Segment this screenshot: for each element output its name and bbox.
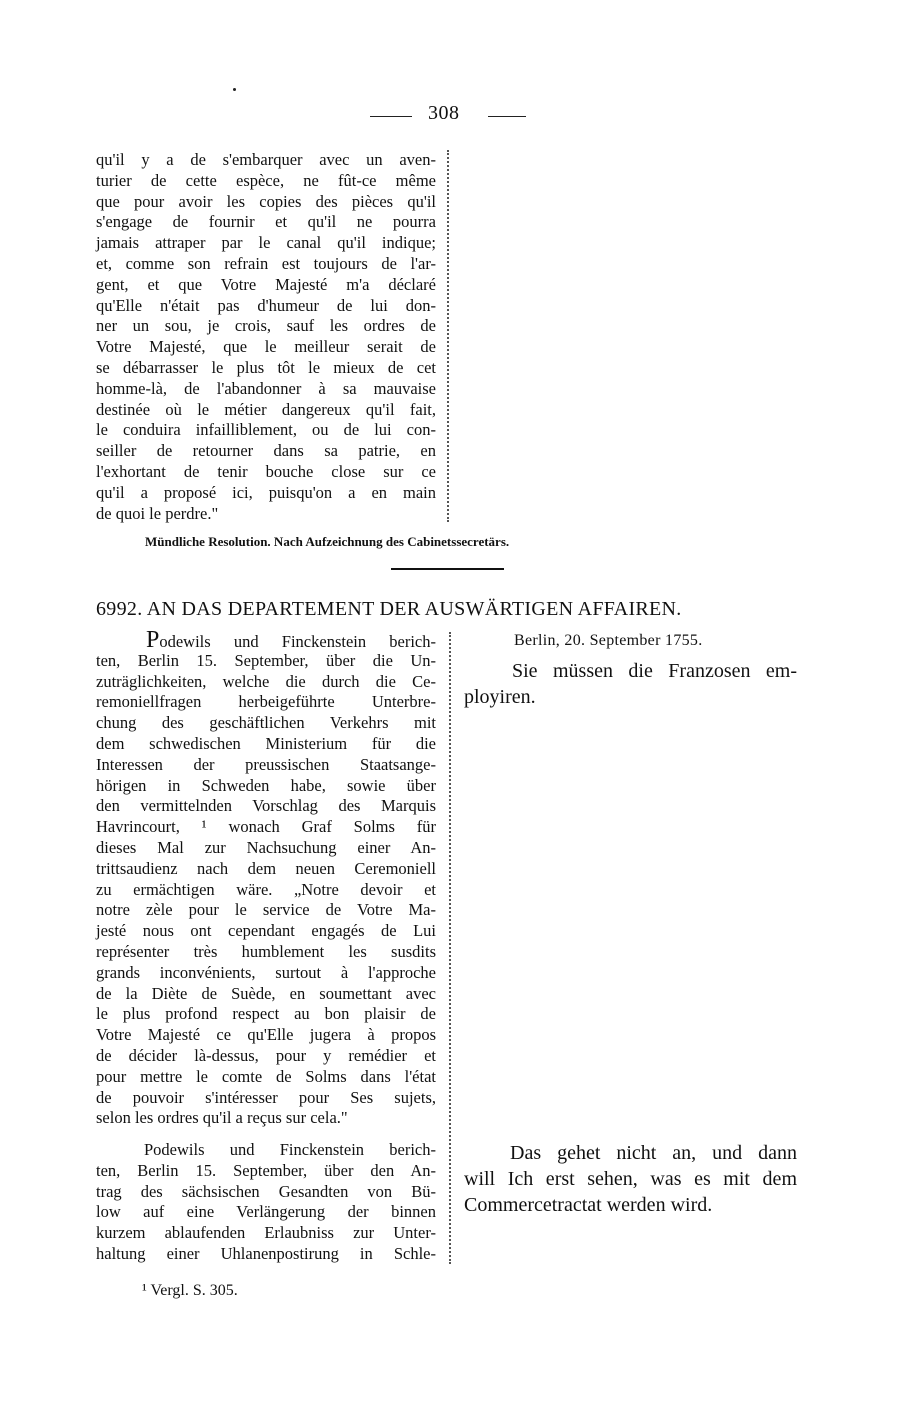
text-line: homme-là, de l'abandonner à sa mauvaise: [96, 378, 436, 398]
text-line: Havrincourt, ¹ wonach Graf Solms für: [96, 817, 436, 837]
text-line: low auf eine Verlängerung der binnen: [96, 1202, 436, 1222]
text-line: haltung einer Uhlanenpostirung in Schle-: [96, 1243, 436, 1263]
footnote: ¹ Vergl. S. 305.: [142, 1282, 238, 1299]
continuation-paragraph: [96, 150, 436, 524]
text-line: Podewils und Finckenstein berich-: [144, 1140, 436, 1159]
text-line: de décider là-dessus, pour y remédier et: [96, 1045, 436, 1065]
drop-cap: P: [146, 627, 160, 653]
text-line: seiller de retourner dans sa patrie, en: [96, 441, 436, 461]
page-number: 308: [428, 102, 460, 124]
section-heading: 6992. AN DAS DEPARTEMENT DER AUSWÄRTIGEN AFFAIREN.: [96, 598, 682, 620]
resolution-note: Mündliche Resolution. Nach Aufzeichnung des Cabinetssecretärs.: [145, 534, 510, 549]
text-line: ten, Berlin 15. September, über die Un-: [96, 650, 436, 670]
text-line: selon les ordres qu'il a reçus sur cela.": [96, 1108, 348, 1128]
text-line: Votre Majesté, que le meilleur serait de: [96, 337, 436, 357]
text-line: turier de cette espèce, ne fût-ce même: [96, 170, 436, 190]
text-line: le plus profond respect au bon plaisir de: [96, 1004, 436, 1024]
reply-1: [464, 658, 797, 710]
text-line: le conduira infailliblement, ou de lui con-: [96, 420, 436, 440]
text-line: ten, Berlin 15. September, über den An-: [96, 1160, 436, 1180]
text-line: notre zèle pour le service de Votre Ma-: [96, 900, 436, 920]
text-line: que pour avoir les copies des pièces qu'il: [96, 191, 436, 211]
text-line: qu'il a proposé ici, puisqu'on a en main: [96, 482, 436, 502]
reply-line: Commercetractat werden wird.: [464, 1194, 713, 1216]
text-line: den vermittelnden Vorschlag des Marquis: [96, 796, 436, 816]
text-line: ner un sou, je crois, sauf les ordres de: [96, 316, 436, 336]
text-line: représenter très humblement les susdits: [96, 941, 436, 961]
text-line: se débarrasser le plus tôt le mieux de cet: [96, 357, 436, 377]
first-line-text: odewils und Finckenstein berich-: [159, 632, 436, 651]
text-line: remoniellfragen herbeigeführte Unterbre-: [96, 692, 436, 712]
text-line: trittsaudienz nach dem neuen Ceremoniell: [96, 858, 436, 878]
text-line: zuträglichkeiten, welche die durch die Ce-: [96, 671, 436, 691]
text-line: zu ermächtigen wäre. „Notre devoir et: [96, 879, 436, 899]
header-dash-right: [488, 116, 526, 117]
text-line: de quoi le perdre.": [96, 503, 219, 523]
text-line: et, comme son refrain est toujours de l'ar-: [96, 253, 436, 273]
text-line: de pouvoir s'intéresser pour Ses sujets,: [96, 1087, 436, 1107]
text-line: kurzem ablaufenden Erlaubniss zur Unter-: [96, 1223, 436, 1243]
text-line: chung des geschäftlichen Verkehrs mit: [96, 713, 436, 733]
text-line: Interessen der preussischen Staatsange-: [96, 754, 436, 774]
report-paragraph-2: [96, 1140, 436, 1265]
text-line: s'engage de fournir et qu'il ne pourra: [96, 212, 436, 232]
reply-line: will Ich erst sehen, was es mit dem: [464, 1168, 797, 1190]
text-line: jesté nous ont cependant engagés de Lui: [96, 921, 436, 941]
text-line: hörigen in Schweden habe, sowie über: [96, 775, 436, 795]
text-line: dieses Mal zur Nachsuchung einer An-: [96, 837, 436, 857]
text-line: [96, 627, 436, 653]
text-line: destinée où le métier dangereux qu'il fait,: [96, 399, 436, 419]
reply-line: Das gehet nicht an, und dann: [510, 1142, 797, 1164]
reply-2: [464, 1140, 797, 1218]
reply-line: ployiren.: [464, 686, 536, 708]
reply-line: Sie müssen die Franzosen em-: [512, 660, 797, 682]
text-line: qu'Elle n'était pas d'humeur de lui don-: [96, 295, 436, 315]
text-line: de la Diète de Suède, en soumettant avec: [96, 983, 436, 1003]
header-dash-left: [370, 116, 412, 117]
text-line: trag des sächsischen Gesandten von Bü-: [96, 1181, 436, 1201]
text-line: qu'il y a de s'embarquer avec un aven-: [96, 150, 436, 169]
date-line: Berlin, 20. September 1755.: [514, 632, 703, 649]
ink-speck: [233, 88, 236, 91]
text-line: gent, et que Votre Majesté m'a déclaré: [96, 274, 436, 294]
report-paragraph-1: [96, 627, 436, 1129]
text-line: grands inconvénients, surtout à l'approche: [96, 962, 436, 982]
page-header: [368, 102, 528, 128]
section-separator: [391, 568, 504, 570]
column-divider-bottom: [449, 632, 453, 1264]
column-divider-top: [447, 150, 451, 522]
text-line: pour mettre le comte de Solms dans l'état: [96, 1066, 436, 1086]
text-line: jamais attraper par le canal qu'il indique;: [96, 233, 436, 253]
text-line: dem schwedischen Ministerium für die: [96, 733, 436, 753]
text-line: l'exhortant de tenir bouche close sur ce: [96, 461, 436, 481]
text-line: Votre Majesté ce qu'Elle jugera à propos: [96, 1025, 436, 1045]
